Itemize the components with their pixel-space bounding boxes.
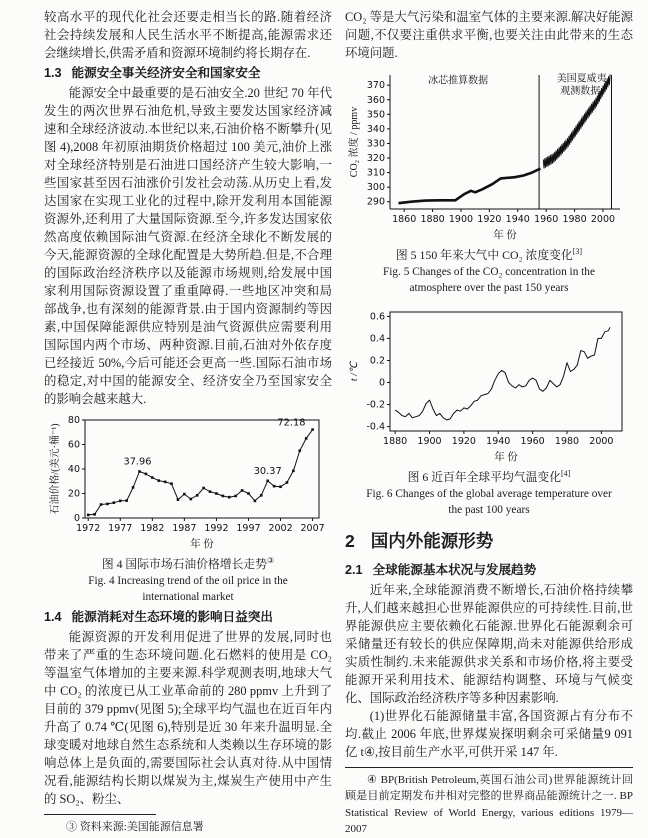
- section-title: 国内外能源形势: [370, 530, 494, 551]
- section-number: 1.4: [44, 609, 62, 624]
- section-number: 2.1: [345, 562, 363, 577]
- svg-text:年 份: 年 份: [190, 539, 214, 550]
- svg-text:1920: 1920: [451, 435, 476, 447]
- fig6-temperature-chart: [346, 305, 632, 463]
- svg-text:1960: 1960: [534, 214, 559, 225]
- svg-text:1977: 1977: [108, 523, 133, 534]
- fig5-caption-en: Fig. 5 Changes of the CO₂ concentration in the atmosphere over the past 150 years: [383, 265, 595, 294]
- fig4-footnote-ref: ③: [267, 556, 275, 565]
- figure-5: [345, 69, 633, 296]
- section-title: 能源消耗对生态环境的影响日益突出: [71, 609, 274, 624]
- svg-text:80: 80: [67, 415, 80, 426]
- svg-text:40: 40: [67, 464, 80, 475]
- svg-text:1992: 1992: [204, 523, 229, 534]
- section-heading-2-1: [345, 560, 633, 580]
- section-heading-2: [345, 528, 633, 554]
- svg-text:0.6: 0.6: [369, 311, 385, 323]
- svg-text:1980: 1980: [554, 435, 580, 447]
- svg-text:石油价格/(美元·桶⁻¹): 石油价格/(美元·桶⁻¹): [50, 423, 61, 515]
- fig4-oil-price-chart: [47, 412, 329, 550]
- svg-text:t /℃: t /℃: [349, 361, 360, 382]
- svg-text:0.4: 0.4: [369, 333, 385, 345]
- section-number: 2: [345, 530, 355, 551]
- svg-text:年 份: 年 份: [494, 451, 518, 463]
- fig4-caption-zh: 图 4 国际市场石油价格增长走势③: [101, 556, 275, 571]
- svg-text:360: 360: [366, 94, 385, 106]
- fig5-caption-zh: 图 5 150 年来大气中 CO₂ 浓度变化[3]: [395, 247, 583, 262]
- section-title: 能源安全事关经济安全和国家安全: [71, 66, 261, 80]
- svg-text:冰芯推算数据: 冰芯推算数据: [428, 75, 489, 87]
- svg-text:1880: 1880: [420, 214, 445, 225]
- fig5-co2-concentration-chart: [346, 69, 632, 241]
- fig6-caption-en: Fig. 6 Changes of the global average temperature over the past 100 years: [366, 487, 612, 516]
- svg-text:300: 300: [366, 182, 385, 194]
- svg-text:310: 310: [366, 167, 385, 179]
- svg-text:370: 370: [366, 80, 385, 92]
- svg-text:320: 320: [366, 153, 385, 165]
- svg-text:30.37: 30.37: [253, 465, 282, 477]
- svg-text:1997: 1997: [236, 523, 261, 534]
- section-number: 1.3: [44, 66, 62, 80]
- paragraph-global-energy: 近年来,全球能源消费不断增长,石油价格持续攀升,人们越来越担心世界能源供应的可持续性.目前,世界能源供应主要依赖化石能源.世界化石能源剩余可采储量还有较长的供应保障期,尚未对能源供给形成实质性制约.未来能源供求关系和市场价格,将主要受能源开采利用技术、能源结构调整、环境与气候变化、国际政治经济秩序等多种因素影响.: [345, 582, 633, 705]
- svg-text:340: 340: [366, 123, 385, 135]
- svg-text:1940: 1940: [505, 214, 530, 225]
- svg-text:1920: 1920: [477, 214, 502, 225]
- svg-text:0.2: 0.2: [369, 355, 385, 367]
- right-footnote: [345, 767, 633, 838]
- section-heading-1-3: [44, 63, 332, 83]
- left-footnote: [44, 814, 332, 836]
- paragraph-co2-pollution: CO₂ 等是大气污染和温室气体的主要来源.解决好能源问题,不仅要注重供求平衡,也要关注由此带来的生态环境问题.: [345, 10, 633, 60]
- svg-text:1980: 1980: [562, 214, 587, 225]
- footnote-text: ③ 资料来源:美国能源信息署: [66, 820, 204, 833]
- svg-text:1860: 1860: [392, 214, 417, 225]
- svg-text:1900: 1900: [448, 214, 474, 225]
- svg-text:350: 350: [366, 109, 385, 121]
- svg-text:2007: 2007: [300, 523, 325, 534]
- svg-text:1880: 1880: [383, 435, 408, 447]
- svg-text:-0.4: -0.4: [366, 421, 385, 433]
- section-heading-1-4: [44, 607, 332, 627]
- svg-text:2000: 2000: [590, 214, 616, 225]
- svg-text:330: 330: [366, 138, 385, 150]
- svg-text:1900: 1900: [417, 435, 442, 447]
- paragraph-modernization: 较高水平的现代化社会还要走相当长的路.随着经济社会持续发展和人民生活水平不断提高,能源需求还会继续增长,供需矛盾和资源环境制约将长期存在.: [44, 10, 332, 60]
- paragraph-eco-impact: 能源资源的开发利用促进了世界的发展,同时也带来了严重的生态环境问题.化石燃料的使用是 CO₂ 等温室气体增加的主要来源.科学观测表明,地球大气中 CO₂ 的浓度已从工业革命前的 280 ppmv 上升到了目前的 379 ppmv(见图 5);全球平均气温也在近百年内升高了 0.74 ℃(见图 6),特别是近 30 年来升温明显.全球变暖对地球自然生态系统和人类赖以生存环境的影响总体上是负面的,需要国际社会认真对待.从中国情况看,能源结构长期以煤炭为主,煤炭生产使用中产生的 SO₂、粉尘、: [44, 629, 332, 806]
- svg-text:2002: 2002: [268, 523, 293, 534]
- fig4-caption-en: Fig. 4 Increasing trend of the oil price in the international market: [88, 574, 288, 603]
- left-column: [44, 8, 332, 838]
- svg-text:0: 0: [73, 513, 80, 524]
- svg-text:1960: 1960: [520, 435, 545, 447]
- svg-text:0: 0: [378, 377, 385, 389]
- footnote-text: ④ BP(British Petroleum,英国石油公司)世界能源统计回顾是目前定期发布并相对完整的世界商品能源统计之一. BP Statistical Review of World Energy, various editions 1979—2007: [345, 773, 633, 836]
- svg-text:2000: 2000: [589, 435, 614, 447]
- paragraph-oil-security: 能源安全中最重要的是石油安全.20 世纪 70 年代发生的两次世界石油危机,导致主要发达国家经济减速和全球经济波动.本世纪以来,石油价格不断攀升(见图 4),2008 年初原油期货价格超过 100 美元,油价上涨对全球经济特别是石油进口国经济产生较大影响,一些国家甚至因石油涨价引发社会动荡.从历史上看,发达国家在实现工业化的过程中,除开发利用本国能源资源外,还利用了大量国际资源.至今,许多发达国家依然高度依赖国际油气资源.在经济全球化不断发展的今天,能源资源的全球化配置是大势所趋.但是,不合理的国际政治经济秩序以及能源市场规则,给发展中国家利用国际资源设置了重重障碍.一些地区冲突和局部战争,也有深刻的能源背景.由于国内资源制约等因素,中国保障能源供应特别是油气资源供应需要利用国际国内两个市场、两种资源.目前,石油对外依存度已经接近 50%,今后可能还会更高一些.国际石油市场的稳定,对中国的能源安全、经济安全乃至国家安全的影响会越来越大.: [44, 86, 332, 406]
- svg-text:CO₂ 浓度 / ppmv: CO₂ 浓度 / ppmv: [349, 106, 360, 178]
- svg-text:37.96: 37.96: [123, 456, 152, 468]
- svg-text:1987: 1987: [172, 523, 197, 534]
- svg-text:290: 290: [366, 196, 385, 208]
- svg-text:美国夏威夷: 美国夏威夷: [556, 73, 607, 85]
- fig5-reference: [3]: [572, 247, 583, 256]
- fig6-caption-zh: 图 6 近百年全球平均气温变化[4]: [407, 468, 571, 484]
- svg-text:年 份: 年 份: [493, 230, 517, 241]
- svg-text:1982: 1982: [140, 523, 165, 534]
- svg-text:-0.2: -0.2: [366, 399, 385, 411]
- fig6-reference: [4]: [561, 468, 571, 478]
- svg-text:20: 20: [67, 488, 80, 500]
- footnote-rule: [44, 814, 156, 815]
- svg-text:60: 60: [67, 439, 80, 451]
- svg-text:72.18: 72.18: [277, 417, 306, 429]
- svg-text:1940: 1940: [486, 435, 511, 447]
- svg-text:观测数据: 观测数据: [560, 85, 601, 97]
- paragraph-coal-reserve: (1)世界化石能源储量丰富,各国资源占有分布不均.截止 2006 年底,世界煤炭探明剩余可采储量9 091亿 t④,按目前生产水平,可供开采 147 年.: [345, 708, 633, 759]
- right-column: [345, 8, 633, 838]
- svg-text:1972: 1972: [76, 523, 101, 534]
- footnote-rule: [345, 767, 633, 768]
- figure-6: [345, 305, 633, 518]
- section-title: 全球能源基本状况与发展趋势: [372, 562, 537, 577]
- figure-4: [44, 412, 332, 605]
